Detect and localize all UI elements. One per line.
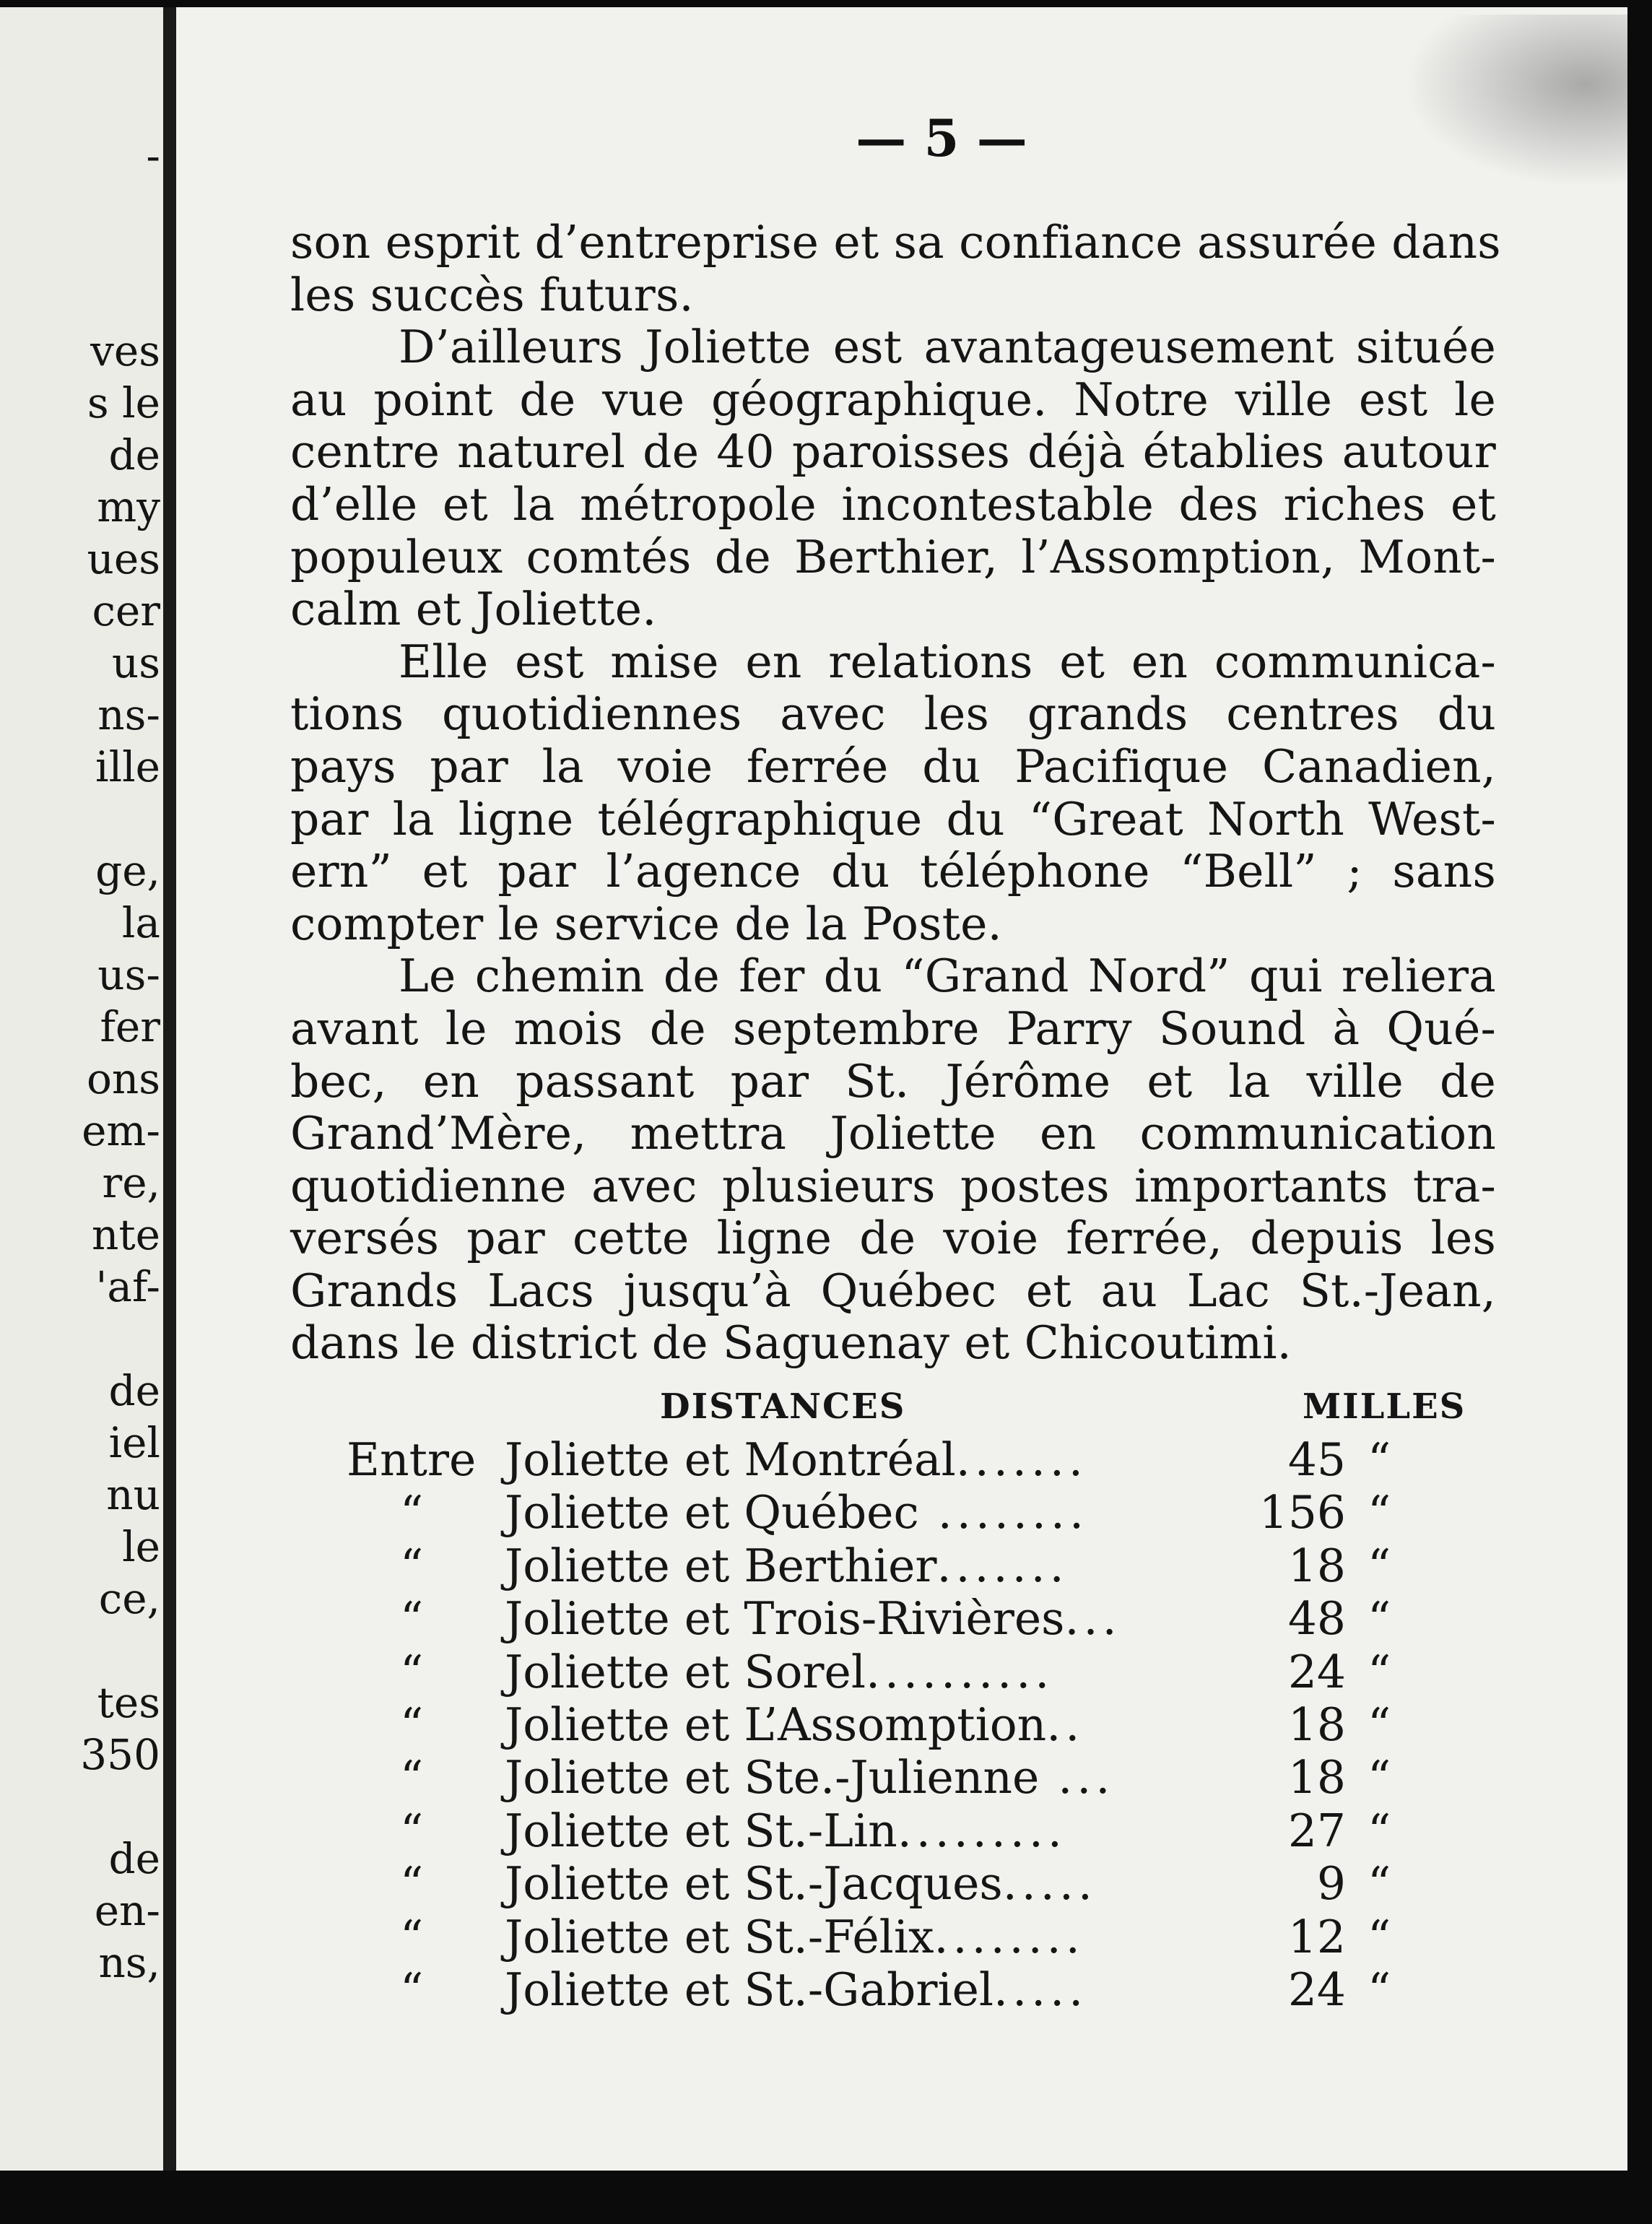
body-line: populeux comtés de Berthier, l’Assomption, Mont-	[290, 530, 1496, 583]
destination	[505, 1804, 1066, 1857]
ditto-mark: “	[400, 1857, 424, 1911]
left-page-fragment: nu	[106, 1470, 160, 1519]
left-page-fragment: de	[108, 1366, 160, 1415]
miles-value: 48	[1287, 1592, 1346, 1646]
left-page-fragment: en-	[94, 1886, 160, 1935]
left-page-edge	[0, 7, 165, 2171]
leader-dots: ...	[1039, 1751, 1115, 1804]
body-line: versés par cette ligne de voie ferrée, depuis les	[290, 1212, 1496, 1265]
miles-value: 24	[1287, 1963, 1346, 2016]
left-page-fragment: ves	[90, 326, 160, 375]
leader-dots: .........	[897, 1804, 1066, 1857]
body-line: d’elle et la métropole incontestable des riches et	[290, 477, 1496, 531]
distance-row	[176, 1539, 1627, 1592]
leader-dots: .......	[936, 1539, 1069, 1592]
distance-row	[176, 1646, 1627, 1698]
distance-row	[176, 1698, 1627, 1751]
distance-row	[176, 1751, 1627, 1804]
body-line: quotidienne avec plusieurs postes importants tra-	[290, 1159, 1496, 1212]
miles-heading: MILLES	[1303, 1386, 1466, 1427]
left-page-fragment: ge,	[95, 846, 160, 895]
leader-dots: ...	[1064, 1592, 1121, 1646]
destination	[505, 1592, 1121, 1645]
miles-value: 45	[1287, 1433, 1346, 1486]
destination	[505, 1698, 1084, 1751]
miles-value: 156	[1258, 1486, 1346, 1539]
distance-row	[176, 1963, 1627, 2016]
body-line: centre naturel de 40 paroisses déjà établies autour	[290, 425, 1496, 479]
leader-dots: ........	[918, 1486, 1088, 1539]
destination	[505, 1433, 1087, 1486]
ditto-mark: “	[1368, 1910, 1391, 1963]
ditto-mark: “	[400, 1645, 424, 1698]
ditto-mark: “	[1368, 1645, 1391, 1698]
distances-table	[176, 1433, 1627, 2016]
ditto-mark: “	[1368, 1751, 1391, 1804]
left-page-fragment: ues	[87, 534, 160, 583]
distance-row	[176, 1857, 1627, 1910]
distances-heading: DISTANCES	[660, 1386, 906, 1427]
ditto-mark: “	[400, 1698, 424, 1751]
destination-name: Joliette et St.-Lin	[505, 1804, 897, 1857]
destination-name: Joliette et Ste.-Julienne	[505, 1751, 1040, 1804]
paper-stain	[1404, 14, 1627, 188]
destination	[505, 1646, 1053, 1698]
ditto-mark: “	[400, 1804, 424, 1857]
left-page-fragment: le	[122, 1522, 160, 1571]
leader-dots: .....	[994, 1963, 1088, 2016]
destination-name: Joliette et L’Assomption	[505, 1698, 1047, 1751]
ditto-mark: “	[1368, 1804, 1391, 1857]
destination-name: Joliette et St.-Félix	[505, 1910, 934, 1963]
destination-name: Joliette et Sorel	[505, 1645, 866, 1698]
destination	[505, 1911, 1084, 1963]
miles-value: 18	[1287, 1698, 1346, 1751]
miles-value: 27	[1287, 1804, 1346, 1857]
ditto-mark: “	[1368, 1963, 1391, 2016]
body-line: Elle est mise en relations et en communica-	[399, 635, 1496, 688]
left-page-fragment: 350	[80, 1730, 160, 1779]
left-page-fragment: re,	[102, 1158, 160, 1207]
ditto-mark: “	[1368, 1698, 1391, 1751]
ditto-mark: “	[1368, 1486, 1391, 1539]
right-page	[176, 7, 1627, 2171]
left-page-fragment: cer	[92, 586, 160, 635]
left-page-fragment: ille	[95, 742, 160, 791]
left-page-fragment: ce,	[98, 1574, 160, 1623]
left-page-fragment: nte	[92, 1210, 160, 1259]
body-line: calm et Joliette.	[290, 583, 657, 636]
destination	[505, 1857, 1097, 1910]
destination-name: Joliette et St.-Gabriel	[505, 1963, 994, 2016]
distance-row	[176, 1486, 1627, 1539]
miles-value: 18	[1287, 1539, 1346, 1592]
ditto-mark: “	[1368, 1433, 1391, 1486]
body-line: D’ailleurs Joliette est avantageusement située	[399, 321, 1496, 374]
body-line: avant le mois de septembre Parry Sound à Qué-	[290, 1002, 1496, 1055]
left-page-fragment: 'af-	[95, 1262, 160, 1311]
left-page-fragment: us	[111, 638, 160, 687]
distance-row	[176, 1433, 1627, 1486]
row-prefix: Entre	[347, 1433, 477, 1486]
body-line: les succès futurs.	[290, 268, 694, 321]
body-text	[290, 216, 1501, 1370]
left-page-fragment: s le	[87, 378, 160, 427]
body-line: son esprit d’entreprise et sa confiance assurée dans	[290, 216, 1501, 269]
body-line: dans le district de Saguenay et Chicoutimi.	[290, 1316, 1292, 1370]
body-line: compter le service de la Poste.	[290, 897, 1002, 950]
ditto-mark: “	[400, 1910, 424, 1963]
miles-value: 12	[1287, 1910, 1346, 1963]
ditto-mark: “	[1368, 1539, 1391, 1592]
left-page-fragment: ns-	[97, 690, 160, 739]
destination-name: Joliette et Trois-Rivières	[505, 1592, 1065, 1646]
body-line: Grand’Mère, mettra Joliette en communication	[290, 1107, 1496, 1160]
ditto-mark: “	[400, 1539, 424, 1592]
destination-name: Joliette et St.-Jacques	[505, 1857, 1003, 1911]
distance-row	[176, 1592, 1627, 1645]
left-page-fragment: la	[121, 898, 160, 947]
ditto-mark: “	[400, 1592, 424, 1646]
ditto-mark: “	[400, 1963, 424, 2016]
left-page-fragment: em-	[82, 1106, 160, 1155]
destination-name: Joliette et Berthier	[505, 1539, 937, 1592]
body-line: tions quotidiennes avec les grands centres du	[290, 687, 1496, 741]
page-number: — 5 —	[856, 108, 1027, 168]
body-line: par la ligne télégraphique du “Great North West-	[290, 792, 1496, 846]
leader-dots: ..	[1046, 1698, 1084, 1751]
left-page-fragment: my	[97, 482, 160, 531]
left-page-fragment: tes	[97, 1678, 160, 1727]
leader-dots: .......	[955, 1433, 1087, 1486]
distances-header	[176, 1386, 1627, 1430]
leader-dots: ........	[934, 1910, 1084, 1963]
leader-dots: ..........	[865, 1645, 1054, 1698]
destination	[505, 1963, 1087, 2016]
ditto-mark: “	[400, 1751, 424, 1804]
left-page-fragment: iel	[108, 1418, 160, 1467]
ditto-mark: “	[1368, 1592, 1391, 1646]
destination-name: Joliette et Montréal	[505, 1433, 956, 1486]
miles-value: 9	[1316, 1857, 1346, 1911]
body-line: Le chemin de fer du “Grand Nord” qui reliera	[399, 950, 1496, 1003]
destination	[505, 1751, 1114, 1804]
page-gutter	[163, 7, 176, 2171]
left-page-fragment: us-	[97, 950, 160, 999]
left-page-fragment: de	[108, 430, 160, 479]
body-line: bec, en passant par St. Jérôme et la ville de	[290, 1054, 1496, 1108]
body-line: ern” et par l’agence du téléphone “Bell” ; sans	[290, 845, 1496, 898]
body-line: au point de vue géographique. Notre ville est le	[290, 373, 1496, 426]
destination	[505, 1486, 1088, 1539]
leader-dots: .....	[1002, 1857, 1097, 1911]
miles-value: 18	[1287, 1751, 1346, 1804]
left-page-fragment: ons	[86, 1054, 160, 1103]
ditto-mark: “	[1368, 1857, 1391, 1911]
body-line: pays par la voie ferrée du Pacifique Canadien,	[290, 739, 1496, 793]
distance-row	[176, 1804, 1627, 1857]
body-line: Grands Lacs jusqu’à Québec et au Lac St.-Jean,	[290, 1264, 1496, 1317]
left-page-fragment: -	[146, 131, 160, 181]
left-page-fragment: fer	[100, 1002, 160, 1051]
miles-value: 24	[1287, 1645, 1346, 1698]
left-page-fragment: de	[108, 1834, 160, 1883]
destination-name: Joliette et Québec	[505, 1486, 919, 1539]
destination	[505, 1539, 1069, 1592]
ditto-mark: “	[400, 1486, 424, 1539]
left-page-fragment: ns,	[98, 1938, 160, 1987]
distance-row	[176, 1911, 1627, 1963]
